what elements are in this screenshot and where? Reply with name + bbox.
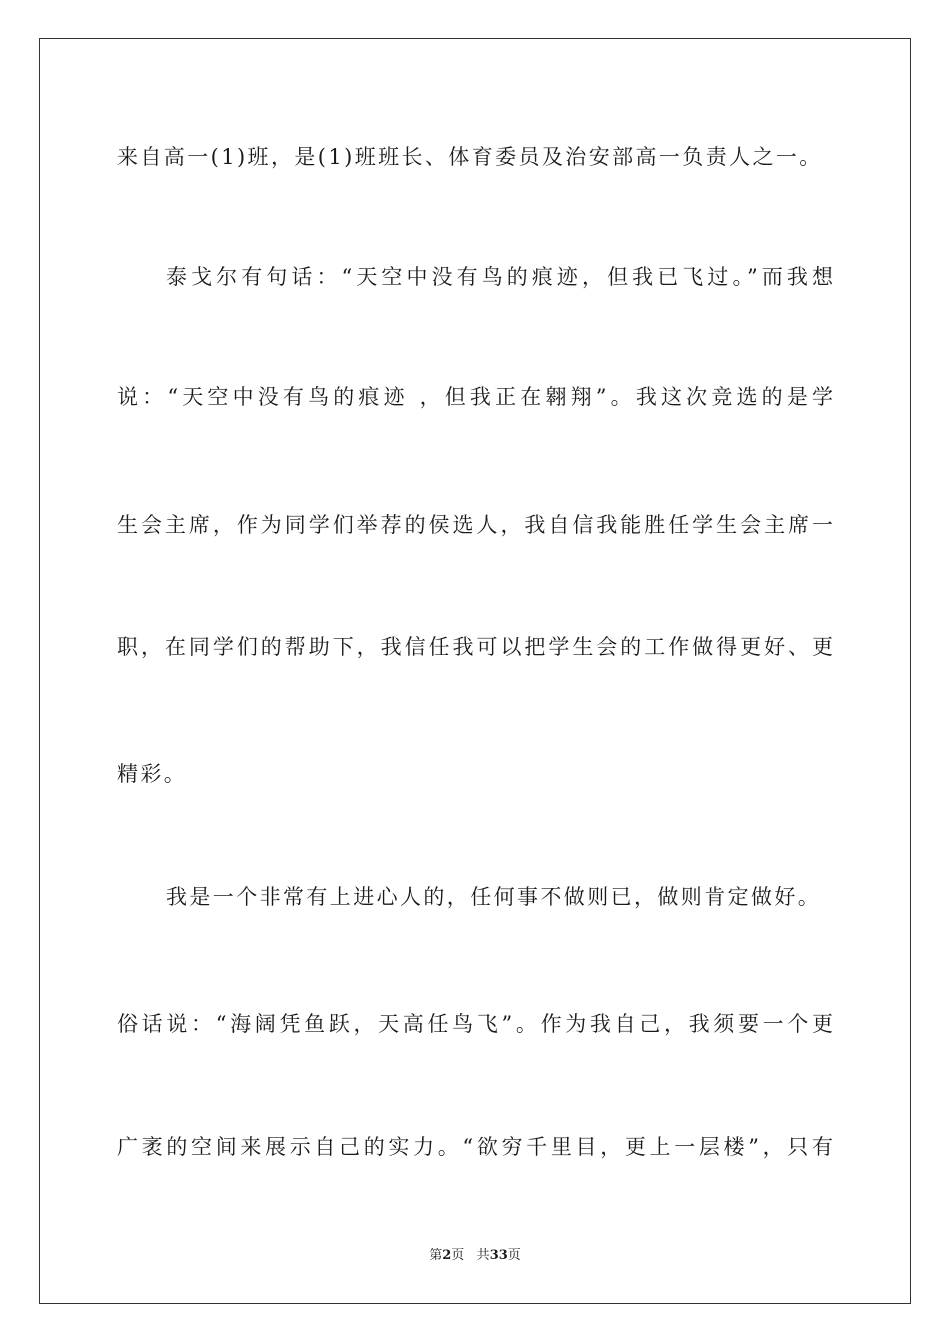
text-line-4: 生会主席，作为同学们举荐的侯选人，我自信我能胜任学生会主席一 — [117, 513, 833, 537]
page-border — [39, 38, 911, 1304]
footer-page-number: 2 — [442, 1248, 452, 1263]
text-line-6: 精彩。 — [117, 762, 188, 786]
text-line-5: 职，在同学们的帮助下，我信任我可以把学生会的工作做得更好、更 — [117, 635, 833, 659]
text-line-9: 广袤的空间来展示自己的实力。“欲穷千里目，更上一层楼”，只有 — [117, 1135, 833, 1159]
footer-total-suffix: 页 — [507, 1248, 521, 1263]
text-line-3: 说：“天空中没有鸟的痕迹 ，但我正在翱翔”。我这次竞选的是学 — [117, 385, 833, 409]
footer-total-prefix: 共 — [476, 1248, 490, 1263]
text-line-7: 我是一个非常有上进心人的，任何事不做则已，做则肯定做好。 — [166, 885, 822, 909]
footer-page-suffix: 页 — [451, 1248, 465, 1263]
text-line-1: 来自高一(1)班，是(1)班班长、体育委员及治安部高一负责人之一。 — [117, 145, 823, 169]
page-footer — [0, 1248, 950, 1264]
text-line-2: 泰戈尔有句话：“天空中没有鸟的痕迹，但我已飞过。”而我想 — [166, 265, 833, 289]
footer-total-number: 33 — [489, 1248, 508, 1263]
text-line-8: 俗话说：“海阔凭鱼跃，天高任鸟飞”。作为我自己，我须要一个更 — [117, 1012, 833, 1036]
footer-page-prefix: 第 — [429, 1248, 443, 1263]
